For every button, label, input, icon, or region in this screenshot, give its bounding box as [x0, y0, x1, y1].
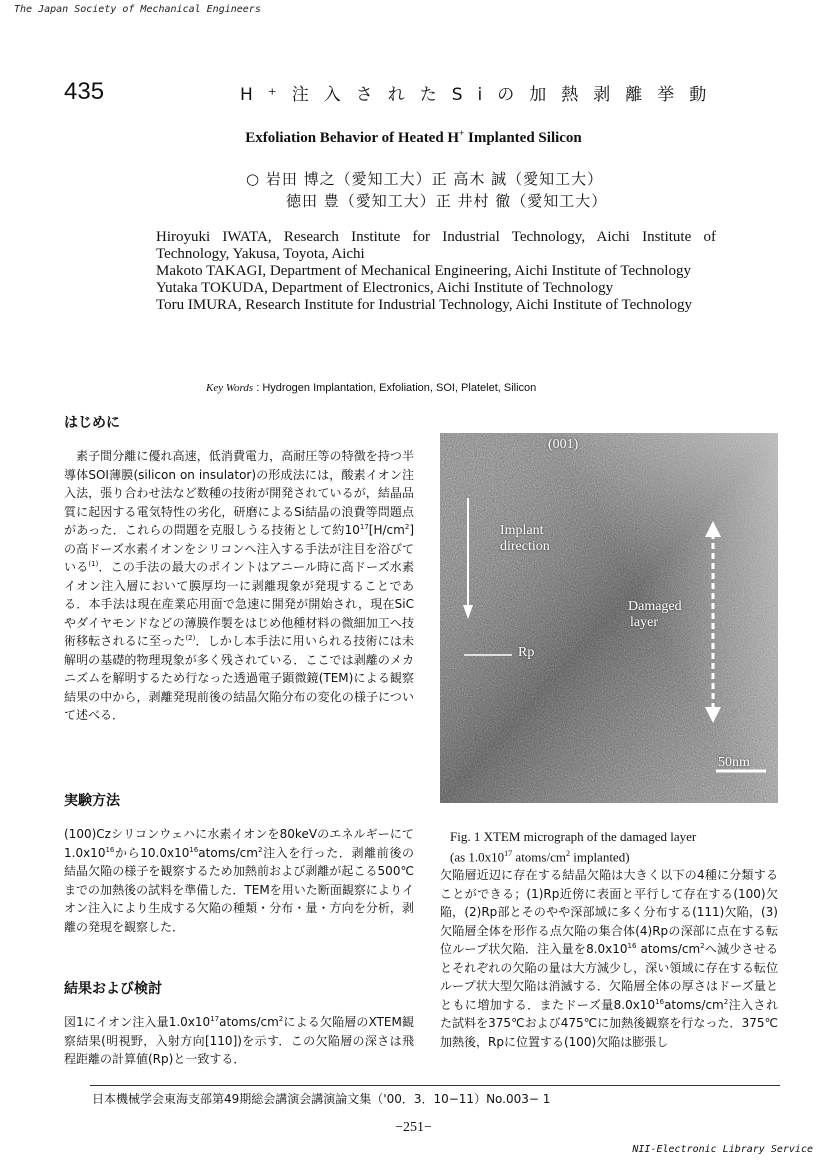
intro-text-d: ．この手法の最大のポイントはアニール時に高ドーズ水素イオン注入層において膜厚均一に剥離現象が発現することである．本手法は現在産業応用面で急速に開発が開始され，現在SiCやダイヤモンドなどの薄膜作製をはじめ他種材料の微細加工へ技術移転されるに至った: [64, 560, 414, 648]
keywords-label: Key Words: [206, 382, 254, 394]
title-japanese: H⁺注入されたSiの加熱剥離挙動: [240, 85, 722, 105]
intro-text-e: ．しかし本手法に用いられる技術には未解明の基礎的物理現象が多く残されている．ここでは剥離のメカニズムを解明するため行なった透過電子顕微鏡(TEM)による観察結果の中から，剥離発現前後の結晶欠陥分布の変化の様子について述べる．: [64, 634, 414, 722]
method-text-c: atoms/cm: [198, 845, 258, 860]
caption-line-2: [450, 845, 780, 865]
authors-line-2: 徳田 豊（愛知工大）正 井村 徹（愛知工大）: [286, 192, 608, 210]
right-sup-d: 2: [723, 997, 729, 1006]
method-paragraph: [64, 825, 414, 936]
affiliation-2: Makoto TAKAGI, Department of Mechanical Engineering, Aichi Institute of Technology: [156, 263, 691, 279]
caption-2c: implanted): [569, 849, 630, 865]
keywords-text: : Hydrogen Implantation, Exfoliation, SOI, Platelet, Silicon: [253, 382, 537, 394]
footer-proceedings: 日本機械学会東海支部第49期総会講演会講演論文集（'00．3．10−11）No.003− 1: [92, 1092, 551, 1106]
intro-paragraph: [64, 447, 414, 725]
affiliation-4: Toru IMURA, Research Institute for Industrial Technology, Aichi Institute of Technology: [156, 297, 693, 313]
right-text-b: atoms/cm: [636, 942, 701, 956]
method-sup-a: 16: [105, 845, 115, 854]
results-text-a: 図1にイオン注入量1.0x10: [64, 1015, 211, 1029]
right-sup-b: 2: [700, 942, 705, 950]
right-text-e: 注入された試料を375℃および475℃に加熱後観察を行なった．375℃加熱後，Rpに位置する(100)欠陥は膨張し: [440, 997, 778, 1049]
intro-sup-c: (1): [88, 560, 99, 568]
nii-service: NII-Electronic Library Service: [632, 1144, 813, 1155]
page-number: −251−: [395, 1120, 432, 1135]
xtem-micrograph: [440, 433, 778, 803]
method-text-a: (100)Czシリコンウェハに水素イオンを80keVのエネルギーにて1.0x10: [64, 827, 414, 860]
society-header: The Japan Society of Mechanical Engineers: [14, 4, 261, 15]
intro-text-a: 素子間分離に優れ高速，低消費電力，高耐圧等の特徴を持つ半導体SOI薄膜(silicon on insulator)の形成法には，酸素イオン注入法，張り合わせ法など数種の技術が開発されているが，結晶品質に起因する電気特性の劣化，研磨によるSi結晶の浪費等問題点があった．これらの問題を克服しうる技術として約10: [64, 449, 414, 537]
results-sup-a: 17: [210, 1015, 220, 1023]
intro-text-c: ]の高ドーズ水素イオンをシリコンへ注入する手法が注目を浴びている: [64, 523, 414, 574]
results-paragraph: [64, 1013, 414, 1069]
affiliation-1: Hiroyuki IWATA, Research Institute for Industrial Technology, Aichi Institute of Technology, Yakusa, Toyota, Aichi: [156, 229, 716, 262]
keywords: [206, 382, 536, 394]
label-layer: layer: [630, 615, 658, 630]
label-scale: 50nm: [718, 755, 750, 770]
title-en-sup: +: [459, 128, 465, 138]
figure-caption: [450, 828, 780, 865]
right-sup-c: 16: [655, 997, 665, 1006]
title-english: [0, 128, 827, 147]
title-en-main: Exfoliation Behavior of Heated H: [245, 130, 460, 146]
right-sup-a: 16: [627, 942, 637, 950]
title-en-tail: Implanted Silicon: [464, 130, 582, 146]
affiliation-3: Yutaka TOKUDA, Department of Electronics, Aichi Institute of Technology: [156, 280, 614, 296]
right-text-a: 欠陥層近辺に存在する結晶欠陥は大きく以下の4種に分類することができる；(1)Rp近傍に表面と平行して存在する(100)欠陥，(2)Rp部とそのやや深部域に多く分布する(111)欠陥，(3)欠陥層全体を形作る点欠陥の集合体(4)Rpの深部に点在する転位ループ状欠陥．注入量を8.0x10: [440, 868, 778, 956]
intro-text-b: [H/cm: [368, 523, 405, 537]
micrograph-texture: [440, 433, 778, 803]
method-text-d: 注入を行った．剥離前後の結晶欠陥の様子を観察するため加熱前および剥離が起こる500℃までの加熱後の試料を準備した．TEMを用いた断面観察によりイオン注入により生成する欠陥の種類・分布・量・方向を分析，剥離の発現を観察した．: [64, 845, 414, 934]
right-text-d: atoms/cm: [664, 997, 724, 1012]
caption-2b: atoms/cm: [512, 849, 566, 865]
method-text-b: から10.0x10: [114, 845, 190, 860]
intro-sup-a: 17: [359, 523, 369, 531]
right-text-c: へ減少させるとそれぞれの欠陥の量は大方減少し，深い領域に存在する転位ループ状大型欠陥は消滅する．欠陥層全体の厚さはドーズ量とともに増加する．またドーズ量8.0x10: [440, 942, 778, 1012]
intro-heading: はじめに: [64, 415, 120, 431]
caption-2a: (as 1.0x10: [450, 849, 505, 865]
label-direction: direction: [500, 539, 550, 554]
intro-sup-b: 2: [404, 523, 410, 531]
method-heading: 実験方法: [64, 793, 120, 809]
intro-sup-d: (2): [185, 634, 196, 642]
label-rp: Rp: [518, 645, 535, 660]
results-text-b: atoms/cm: [219, 1015, 279, 1029]
authors-line-1: ○ 岩田 博之（愛知工大）正 高木 誠（愛知工大）: [246, 170, 604, 188]
footer-rule: [90, 1085, 780, 1086]
results-heading: 結果および検討: [64, 981, 162, 997]
label-implant: Implant: [500, 523, 544, 538]
affiliations: [156, 229, 716, 314]
caption-2-sup2: 2: [565, 849, 570, 858]
label-001: (001): [548, 437, 579, 452]
paper-number: 435: [64, 78, 105, 105]
results-continued: [440, 866, 778, 1051]
caption-line-1: Fig. 1 XTEM micrograph of the damaged layer: [450, 829, 697, 844]
method-sup-b: 16: [189, 845, 199, 854]
caption-2-sup: 17: [504, 849, 513, 858]
method-sup-c: 2: [257, 845, 263, 854]
label-damaged: Damaged: [628, 599, 682, 614]
results-text-c: による欠陥層のXTEM観察結果(明視野，入射方向[110])を示す．この欠陥層の深さは飛程距離の計算値(Rp)と一致する．: [64, 1015, 415, 1066]
results-sup-b: 2: [278, 1015, 284, 1023]
